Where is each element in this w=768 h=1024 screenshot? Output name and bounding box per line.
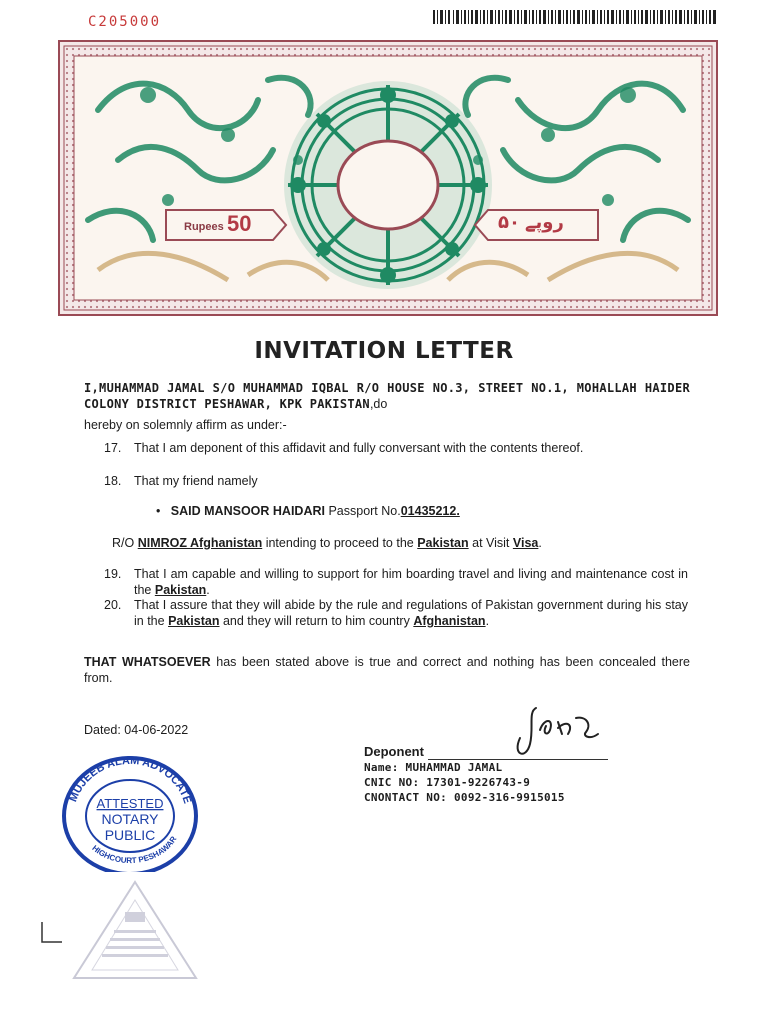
deponent-block	[364, 744, 608, 805]
passport-label: Passport No.	[328, 504, 401, 518]
item-text: That I am deponent of this affidavit and fully conversant with the contents thereof.	[134, 441, 584, 455]
passport-number: 01435212.	[400, 504, 460, 518]
friend-name: SAID MANSOOR HAIDARI	[170, 504, 325, 518]
friend-bullet	[156, 504, 460, 518]
item20-text-b: and they will return to him country	[219, 614, 414, 628]
seal-bottom-text: HIGHCOURT PESHAWAR	[90, 834, 179, 866]
barcode-icon	[433, 10, 718, 24]
ro-mid: intending to proceed to the	[262, 536, 418, 550]
stamp-serial-number: C205000	[88, 14, 162, 30]
ro-visit: at Visit	[468, 536, 513, 550]
intro-line2: hereby on solemnly affirm as under:-	[84, 418, 287, 432]
item-number: 18.	[104, 474, 122, 488]
item20-country: Pakistan	[168, 614, 220, 628]
seal-line2: NOTARY	[101, 811, 159, 827]
closing-statement	[84, 654, 690, 686]
item-text	[134, 597, 688, 629]
ro-country: Pakistan	[417, 536, 469, 550]
closing-text: has been stated above is true and correct and nothing has been concealed there from.	[84, 655, 690, 685]
notary-seal-icon	[54, 752, 204, 872]
seal-line1: ATTESTED	[96, 796, 164, 811]
list-item-18	[104, 473, 688, 491]
item20-end: .	[485, 614, 490, 628]
item19-end: .	[206, 583, 210, 597]
item20-country2: Afghanistan	[413, 614, 486, 628]
seal-line3: PUBLIC	[104, 827, 156, 843]
corner-mark-icon	[38, 920, 64, 946]
ro-place: NIMROZ Afghanistan	[137, 536, 263, 550]
item-number: 19.	[104, 567, 122, 581]
list-item-20	[104, 597, 688, 647]
stamp-value-urdu: روپے ۵۰	[498, 212, 564, 232]
item-number: 17.	[104, 441, 122, 455]
deponent-name: Name: MUHAMMAD JAMAL	[364, 761, 503, 774]
ro-visa: Visa	[512, 536, 539, 550]
dated-line: Dated: 04-06-2022	[84, 723, 189, 737]
stamp-value: 50	[227, 211, 252, 236]
item19-country: Pakistan	[154, 583, 207, 597]
ro-end: .	[538, 536, 542, 550]
seal-ring-text: MUJEEB ALAM ADVOCATE	[67, 754, 194, 806]
deponent-label: Deponent	[364, 744, 424, 759]
list-item-19	[104, 566, 688, 600]
intro-declarant: I,MUHAMMAD JAMAL S/O MUHAMMAD IQBAL R/O HOUSE NO.3, STREET NO.1, MOHALLAH HAIDER COLONY DISTRICT PESHAWAR, KPK PAKISTAN	[84, 381, 690, 411]
closing-bold: THAT WHATSOEVER	[84, 655, 211, 669]
item19-text: That I am capable and willing to support for him boarding travel and living and maintenance cost in the	[134, 567, 688, 597]
intro-paragraph	[84, 380, 690, 412]
item-number: 20.	[104, 598, 122, 612]
faint-triangle-stamp-icon	[70, 878, 200, 982]
stamp-value-label: Rupees	[184, 221, 224, 233]
residence-line	[112, 535, 542, 551]
ro-prefix: R/O	[112, 536, 138, 550]
item20-text-a: That I assure that they will abide by the rule and regulations of Pakistan government during his stay in the	[134, 598, 688, 628]
stamp-paper-banner	[58, 40, 718, 316]
deponent-contact: CNONTACT NO: 0092-316-9915015	[364, 791, 565, 804]
item-text: That my friend namely	[134, 474, 258, 488]
intro-tail: ,do	[369, 397, 388, 411]
letter-title: INVITATION LETTER	[254, 338, 514, 364]
list-item-17	[104, 440, 688, 474]
bullet-icon: •	[156, 504, 171, 518]
deponent-cnic: CNIC NO: 17301-9226743-9	[364, 776, 531, 789]
item-text	[134, 566, 688, 598]
